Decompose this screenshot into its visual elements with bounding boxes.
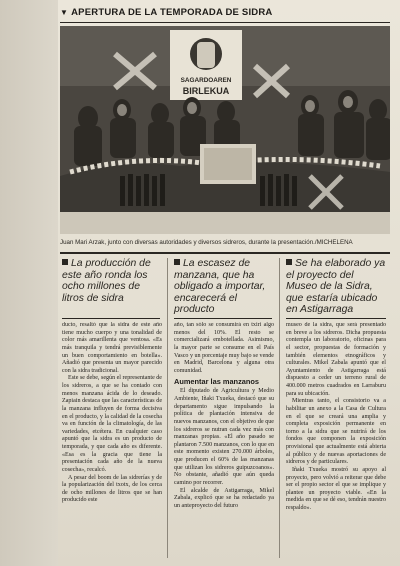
pullquote-3 [286,258,386,316]
column-separator [167,258,168,558]
article-column-1 [62,322,162,558]
photo-illustration [60,26,390,234]
square-bullet-icon [62,259,68,265]
banner-text-line2: BIRLEKUA [182,86,230,96]
pullquote-rule [286,318,386,319]
square-bullet-icon [174,259,180,265]
subheading: Aumentar las manzanos [174,377,260,387]
section-title: APERTURA DE LA TEMPORADA DE SIDRA [71,7,273,18]
paragraph: museo de la sidra, que será presentado en breve a los sidreros. Dicha propuesta contempla un laboratorio, oficinas para el sector, propuestas de formación y también elementos etnográficos y culturales. Mikel Zabala apuntó que el Ayuntamiento de Astigarraga está dispuesto a ceder un terreno rural de 400.000 metros cuadrados en Larraburu para su ubicación. [286,322,386,397]
paragraph: año, tan sólo se consumirá en txiri algo menos del 10%. El resto se comercializará embotellada. Asimismo, la mayor parte se consume en el País Vasco y un porcentaje muy bajo se vende en Madrid, Barcelona y alguna otra comunidad. [174,322,274,374]
page-fold-edge [0,0,58,566]
pullquote-2-text: La escasez de manzana, que ha obligado a importar, encarecerá el producto [174,258,266,316]
paragraph: Mientras tanto, el consistorio va a habilitar un anexo a la Casa de Cultura en el que se creará una amplia y completa exposición permanente en torno a la sidra que se nutrirá de los fondos que componen la exposición provisional que actualmente está abierta al público y de nuevas aportaciones de sidreros y de particulares. [286,398,386,466]
pullquote-3-text: Se ha elaborado ya el proyecto del Museo de la Sidra, que estaría ubicado en Astigarraga [286,258,386,316]
paragraph: A pesar del boom de las sidrerías y de la popularización del txotx, de los cerca de ocho millones de litros que se han producido este [62,474,162,504]
pullquote-rule [174,318,272,319]
column-separator [279,258,280,558]
news-photo [60,26,390,234]
section-header [60,6,390,23]
pullquote-1-text: La producción de este año ronda los ocho millones de litros de sidra [62,258,151,304]
article-column-2 [174,322,274,558]
photo-caption: Juan Mari Arzak, junto con diversas autoridades y diversos sidreros, durante la presentación./MICHELENA [60,239,353,246]
triangle-icon: ▼ [60,8,69,17]
paragraph: ducto, resaltó que la sidra de este año tiene mucho cuerpo y una tonalidad de color más amarillenta que ventosa. «Es más tranquila y tendrá previsiblemente un buen comportamiento en botella». Añadió que presenta un mayor parecido con la sidra tradicional. [62,322,162,374]
paragraph: El diputado de Agricultura y Medio Ambiente, Iñaki Txueka, destacó que su departamento sigue impulsando la política de plantación intensiva de nuevos manzanos, con el objetivo de que los sidreros se nutran cada vez más con manzanas propias. «El año pasado se plantaron 7.500 manzanos, con lo que en este momento existen 270.000 árboles, que producen el 60% de las manzanas que utilizan los sidreros guipuzcoanos». No obstante, añadió que aún queda camino por recorrer. [174,388,274,486]
banner-text-line1: SAGARDOAREN [180,77,232,84]
square-bullet-icon [286,259,292,265]
paragraph: El alcalde de Astigarraga, Mikel Zabala, explicó que se ha redactado ya un anteproyecto del futuro [174,487,274,509]
paragraph: Iñaki Txueka mostró su apoyo al proyecto, pero volvió a reiterar que debe ser el propio sector el que se implique y plantee un proyecto viable. «En la medida en que se dé eso, tendrán nuestro respaldo». [286,466,386,511]
pullquote-1 [62,258,160,316]
article-column-3 [286,322,386,558]
pullquote-rule [62,318,160,319]
divider [60,252,390,254]
pullquote-2 [174,258,272,316]
paragraph: Este se debe, según el representante de los sidreros, a que se ha contado con menos manzana ácida de lo deseado. Zapiain destaca que las características de la manzana influyen de forma decisiva en el producto, y la calidad de la cosecha va en función de la climatología, de las variedades, etcétera. En cualquier caso apuntó que la sidra es un producto de temporada, y que cada año es diferente. «Esa es la gracia que tiene la presentación cada año de la nueva cosecha», recalcó. [62,375,162,473]
